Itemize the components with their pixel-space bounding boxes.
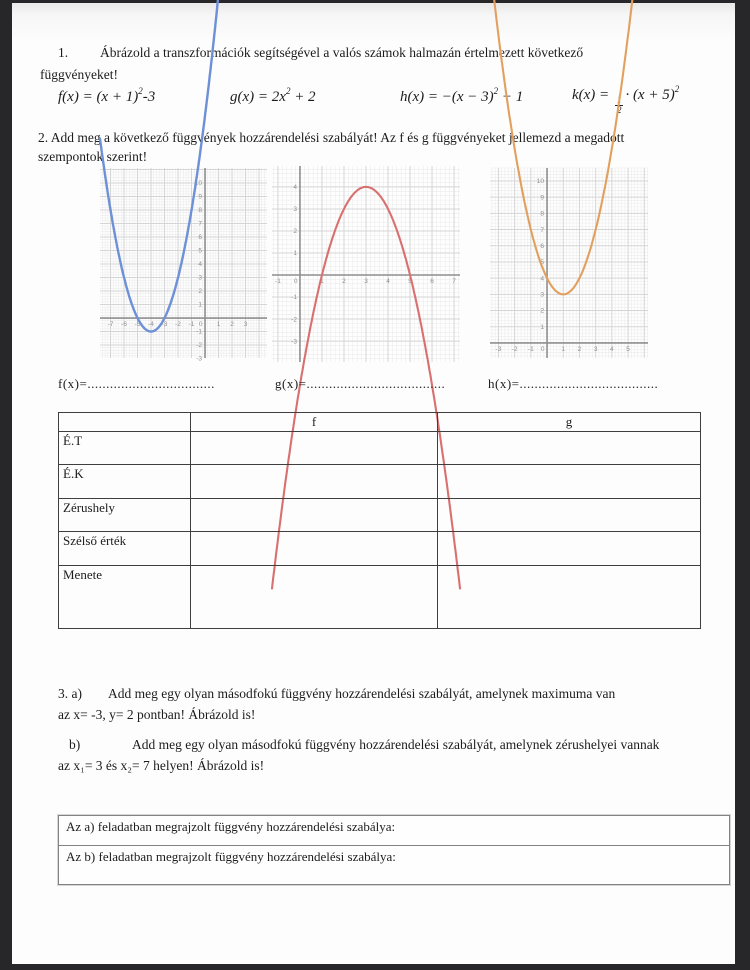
row-label-szelso-ertek: Szélső érték (59, 532, 191, 566)
svg-text:1: 1 (293, 250, 297, 258)
svg-text:5: 5 (198, 247, 203, 255)
svg-text:4: 4 (610, 345, 614, 353)
formula-f-tail: -3 (142, 89, 156, 105)
svg-text:-3: -3 (291, 338, 297, 346)
svg-text:5: 5 (540, 259, 545, 267)
task3b-line1: Add meg egy olyan másodfokú függvény hozzárendelési szabályát, amelynek zérushelyei vannak (132, 737, 660, 752)
svg-text:-1: -1 (196, 328, 203, 336)
table-header-g: g (438, 413, 701, 432)
svg-text:-6: -6 (121, 321, 127, 329)
svg-text:-3: -3 (495, 345, 502, 353)
svg-text:-2: -2 (196, 342, 203, 350)
formula-h-base: h(x) = −(x − 3) (400, 89, 494, 105)
row-label-zerushely: Zérushely (59, 499, 191, 532)
svg-text:9: 9 (540, 194, 545, 202)
cell-szelso-f (191, 532, 438, 566)
formula-h-tail: − 1 (498, 89, 524, 105)
task3b-label: b) (69, 737, 81, 752)
cell-ek-f (191, 465, 438, 499)
function-properties-table (58, 412, 701, 629)
svg-text:-5: -5 (134, 321, 141, 329)
svg-text:-1: -1 (188, 321, 195, 329)
svg-text:-1: -1 (291, 294, 297, 302)
svg-text:6: 6 (198, 234, 203, 242)
answer-box-a-label: Az a) feladatban megrajzolt függvény hozzárendelési szabálya: (66, 819, 396, 834)
task2-line1: 2. Add meg a következő függvények hozzárendelési szabályát! Az f és g függvényeket jellemezd a megadott (38, 130, 625, 145)
svg-text:3: 3 (540, 291, 545, 299)
svg-text:-2: -2 (291, 316, 297, 324)
cell-menete-g (438, 566, 701, 629)
answer-line-h: h(x)=..................................... (488, 376, 659, 391)
svg-text:0: 0 (540, 345, 545, 353)
graph-h-plot (490, 168, 648, 358)
answer-box-b (59, 846, 729, 884)
formula-g-exponent: 2 (285, 86, 291, 96)
svg-text:-3: -3 (196, 355, 203, 363)
svg-text:0: 0 (198, 321, 203, 329)
svg-text:4: 4 (386, 278, 390, 286)
svg-text:-1: -1 (275, 278, 281, 286)
svg-text:3: 3 (198, 274, 203, 282)
task2-line2: szempontok szerint! (38, 149, 148, 164)
svg-text:-1: -1 (527, 345, 534, 353)
row-label-et: É.T (59, 432, 191, 465)
row-label-menete: Menete (59, 566, 191, 629)
svg-text:-3: -3 (161, 321, 168, 329)
formula-f-exponent: 2 (138, 86, 143, 96)
formula-k-numerator: 1 (616, 95, 622, 105)
svg-text:6: 6 (540, 242, 545, 250)
formula-k-base: k(x) = (572, 87, 613, 103)
formula-k (572, 85, 679, 116)
formula-k-denominator: 2 (616, 105, 622, 116)
formula-g-base: g(x) = 2x (230, 89, 286, 105)
svg-text:1: 1 (540, 323, 545, 331)
svg-text:9: 9 (198, 193, 203, 201)
cell-et-g (438, 432, 701, 465)
formula-g-tail: + 2 (290, 89, 316, 105)
cell-zerushely-f (191, 499, 438, 532)
svg-text:4: 4 (540, 275, 545, 283)
svg-text:2: 2 (198, 288, 203, 296)
table-row-menete (59, 566, 701, 629)
svg-text:1: 1 (561, 345, 566, 353)
table-header-empty (59, 413, 191, 432)
svg-text:5: 5 (408, 278, 412, 286)
formula-h-exponent: 2 (493, 86, 499, 96)
formula-k-mid: · (x + 5) (625, 87, 675, 103)
svg-text:0: 0 (293, 278, 298, 286)
task3a-label: 3. a) (58, 686, 82, 701)
task3a-line1: Add meg egy olyan másodfokú függvény hozzárendelési szabályát, amelynek maximuma van (108, 686, 616, 701)
svg-text:3: 3 (293, 206, 297, 214)
table-row-ek (59, 465, 701, 499)
svg-text:2: 2 (540, 307, 545, 315)
cell-et-f (191, 432, 438, 465)
cell-szelso-g (438, 532, 701, 566)
svg-text:10: 10 (536, 178, 545, 186)
cell-ek-g (438, 465, 701, 499)
task3a-line2: az x= -3, y= 2 pontban! Ábrázold is! (58, 707, 256, 722)
table-row-szelso-ertek (59, 532, 701, 566)
task1-number: 1. (58, 45, 69, 60)
answer-line-f: f(x)=.................................. (58, 376, 215, 391)
svg-text:2: 2 (342, 278, 346, 286)
svg-text:2: 2 (293, 228, 297, 236)
table-row-zerushely (59, 499, 701, 532)
task3b-line2: az x₁= 3 és x₂= 7 helyen! Ábrázold is! (58, 758, 265, 773)
cell-zerushely-g (438, 499, 701, 532)
answer-boxes (58, 815, 730, 885)
answer-box-b-label: Az b) feladatban megrajzolt függvény hozzárendelési szabálya: (66, 849, 396, 864)
table-row-et (59, 432, 701, 465)
svg-text:-7: -7 (107, 321, 114, 329)
cell-menete-f (191, 566, 438, 629)
svg-text:-2: -2 (175, 321, 181, 329)
graph-g-plot (272, 166, 460, 362)
svg-text:7: 7 (540, 226, 545, 234)
answer-line-g: g(x)=..................................... (275, 376, 446, 391)
svg-text:4: 4 (293, 184, 297, 192)
svg-text:5: 5 (626, 345, 630, 353)
answer-box-a (59, 816, 729, 846)
formula-g (230, 87, 316, 106)
row-label-ek: É.K (59, 465, 191, 499)
svg-text:7: 7 (452, 278, 456, 286)
svg-text:7: 7 (198, 220, 203, 228)
svg-text:3: 3 (593, 345, 598, 353)
svg-text:-2: -2 (511, 345, 518, 353)
formula-f (58, 87, 155, 106)
svg-text:3: 3 (243, 321, 248, 329)
formula-f-base: f(x) = (x + 1) (58, 89, 139, 105)
svg-text:3: 3 (364, 278, 368, 286)
svg-text:1: 1 (216, 321, 221, 329)
svg-text:2: 2 (577, 345, 582, 353)
svg-text:-4: -4 (148, 321, 154, 329)
task1-line1: Ábrázold a transzformációk segítségével a valós számok halmazán értelmezett következő (100, 45, 584, 60)
svg-text:1: 1 (198, 301, 203, 309)
svg-text:8: 8 (540, 210, 545, 218)
table-header-row (59, 413, 701, 432)
svg-text:6: 6 (430, 278, 434, 286)
worksheet-page (12, 3, 735, 964)
graph-f-plot (100, 168, 267, 363)
svg-text:4: 4 (198, 261, 203, 269)
svg-text:10: 10 (194, 180, 203, 188)
table-header-f: f (191, 413, 438, 432)
svg-text:2: 2 (230, 321, 234, 329)
formula-k-exponent: 2 (674, 84, 680, 94)
svg-text:1: 1 (320, 278, 324, 286)
task1-line2: függvényeket! (40, 67, 118, 82)
svg-text:8: 8 (198, 207, 203, 215)
